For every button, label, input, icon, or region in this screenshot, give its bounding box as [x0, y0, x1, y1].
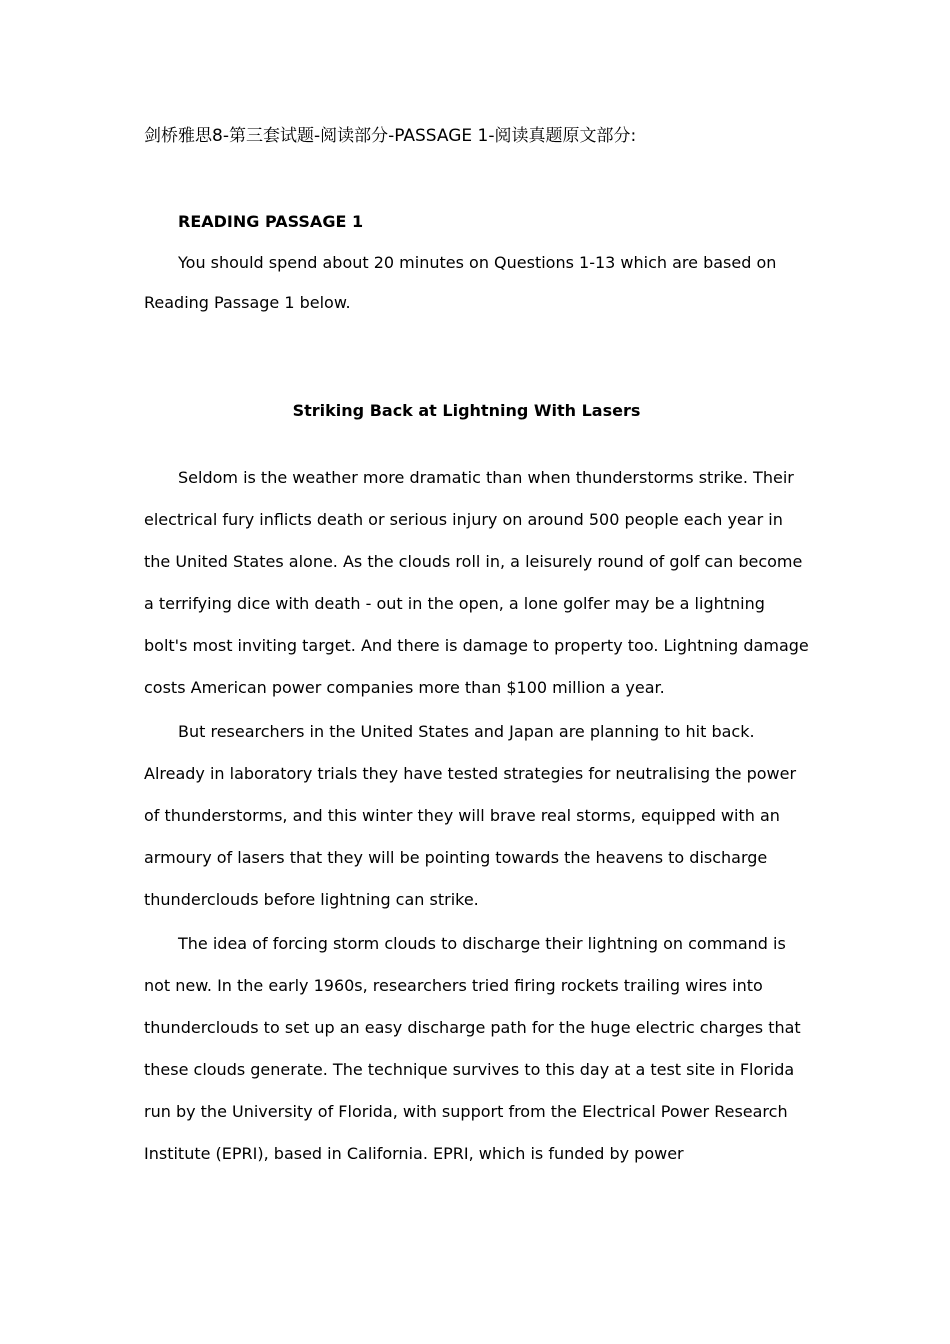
document-header: 剑桥雅思8-第三套试题-阅读部分-PASSAGE 1-阅读真题原文部分: [144, 126, 637, 146]
passage-label: READING PASSAGE 1 [178, 212, 364, 231]
paragraph-2: But researchers in the United States and Japan are planning to hit back. Already in laboratory trials they have tested strategies for neutralising the power of thunderstorms, and this winter they will brave real storms, equipped with an armoury of lasers that they will be pointing towards the heavens to discharge thunderclouds before lightning can strike. [144, 722, 797, 909]
paragraph-1: Seldom is the weather more dramatic than when thunderstorms strike. Their electrical fury inflicts death or serious injury on around 500 people each year in the United States alone. As the clouds roll in, a leisurely round of golf can become a terrifying dice with death - out in the open, a lone golfer may be a lightning bolt's most inviting target. And there is damage to property too. Lightning damage costs American power companies more than $100 million a year. [144, 468, 809, 697]
paragraph-3: The idea of forcing storm clouds to discharge their lightning on command is not new. In the early 1960s, researchers tried firing rockets trailing wires into thunderclouds to set up an easy discharge path for the huge electric charges that these clouds generate. The technique survives to this day at a test site in Florida run by the University of Florida, with support from the Electrical Power Research Institute (EPRI), based in California. EPRI, which is funded by power [144, 934, 801, 1163]
passage-body [144, 457, 812, 1177]
passage-title: Striking Back at Lightning With Lasers [292, 401, 641, 420]
passage-instructions: You should spend about 20 minutes on Questions 1-13 which are based on Reading Passage 1 below. [144, 253, 777, 312]
